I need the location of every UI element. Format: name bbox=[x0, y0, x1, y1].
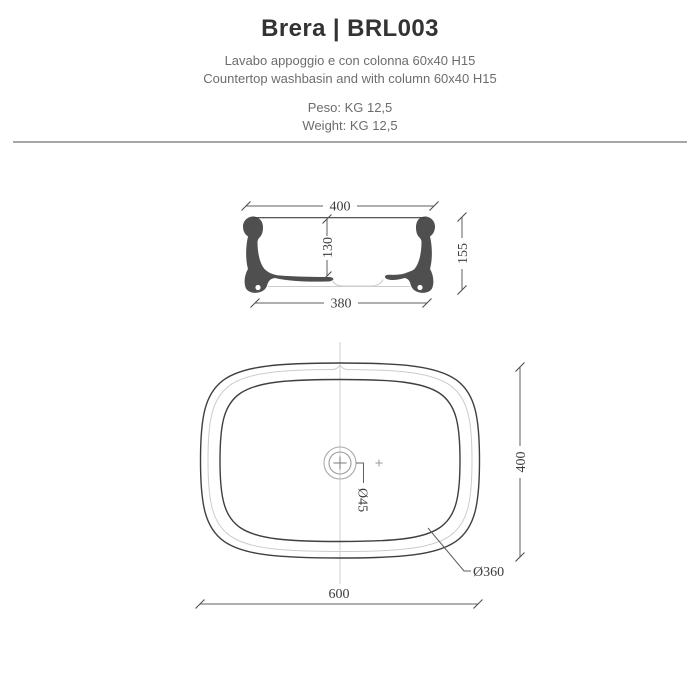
dim-drain-diameter bbox=[355, 463, 370, 512]
drain bbox=[324, 447, 356, 479]
subtitle-english: Countertop washbasin and with column 60x40 H15 bbox=[203, 70, 497, 86]
section-foot-hole-left bbox=[255, 285, 260, 290]
dim-label-380: 380 bbox=[330, 296, 352, 312]
plan-view bbox=[196, 342, 530, 609]
dim-section-bottom-width bbox=[251, 297, 432, 312]
dim-section-top-width bbox=[242, 200, 439, 215]
dim-label-d45: Ø45 bbox=[354, 488, 370, 513]
section-underside-lines bbox=[268, 280, 410, 287]
aux-center-mark bbox=[376, 460, 383, 467]
dim-label-155: 155 bbox=[456, 243, 471, 264]
dim-label-400-plan: 400 bbox=[514, 451, 529, 473]
dim-label-130: 130 bbox=[321, 237, 336, 258]
dim-inner-diameter bbox=[428, 528, 504, 580]
section-profile-left bbox=[243, 217, 334, 293]
weight-english: Weight: KG 12,5 bbox=[302, 117, 398, 133]
dim-section-inner-depth bbox=[321, 215, 336, 281]
dim-label-d360: Ø360 bbox=[473, 565, 505, 580]
dim-label-400-top: 400 bbox=[329, 199, 351, 215]
section-profile-right bbox=[385, 217, 435, 293]
dim-section-height bbox=[456, 213, 471, 295]
subtitle-italian: Lavabo appoggio e con colonna 60x40 H15 bbox=[224, 53, 476, 68]
dim-label-600: 600 bbox=[328, 587, 350, 602]
section-foot-hole-right bbox=[417, 285, 422, 290]
section-view bbox=[242, 200, 472, 312]
product-title: Brera | BRL003 bbox=[261, 15, 439, 42]
drain-center-mark bbox=[334, 457, 347, 470]
dim-plan-depth bbox=[514, 363, 529, 562]
weight-italian: Peso: KG 12,5 bbox=[307, 100, 393, 115]
dim-plan-width bbox=[196, 587, 483, 609]
